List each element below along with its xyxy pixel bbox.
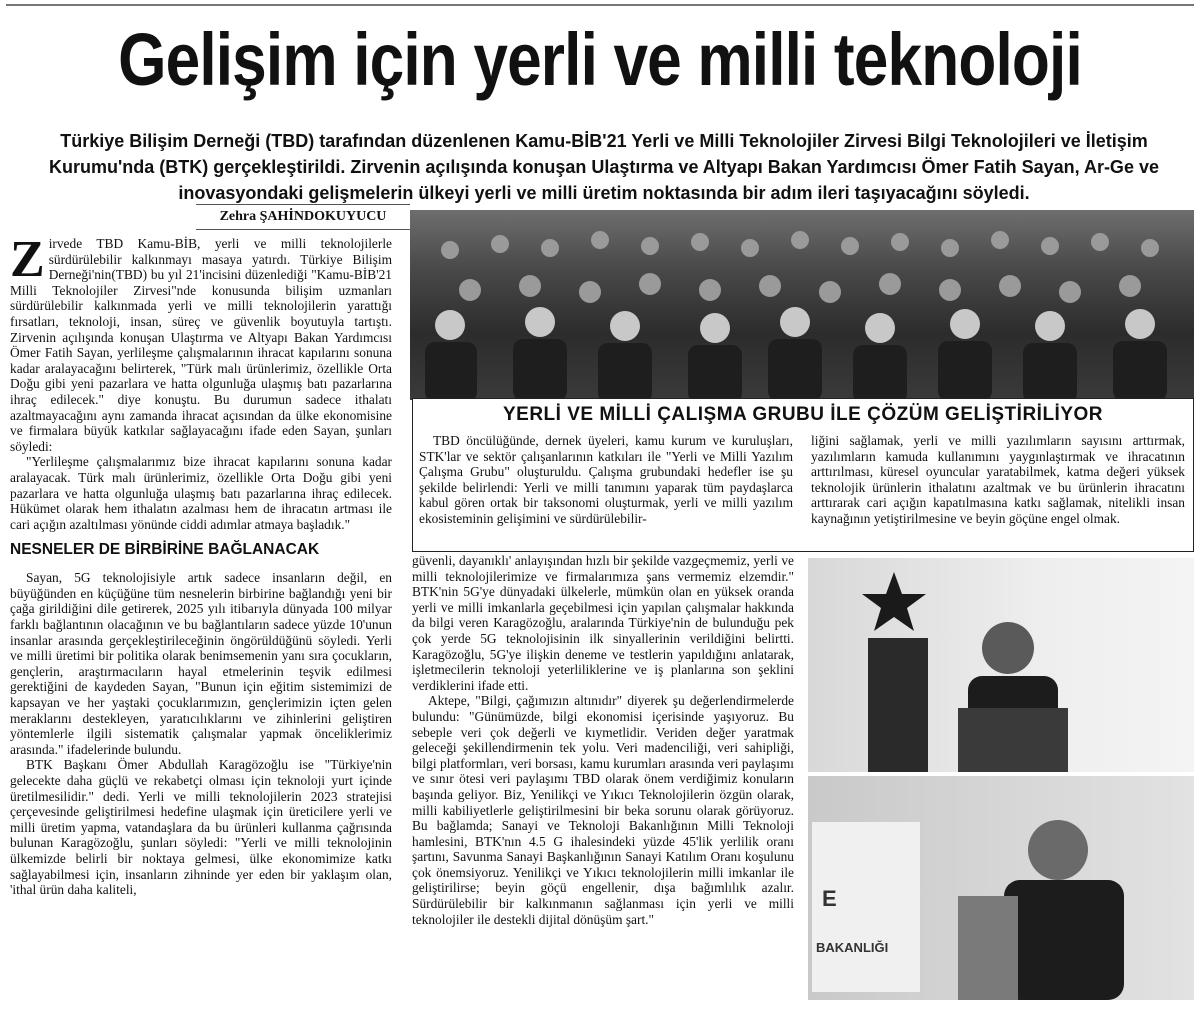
- box-title: YERLİ VE MİLLİ ÇALIŞMA GRUBU İLE ÇÖZÜM GELİŞTİRİLİYOR: [502, 404, 1104, 425]
- paragraph-aktepe: Aktepe, "Bilgi, çağımızın altınıdır" diyerek şu değerlendirmelerde bulundu: "Günümüzde, bilgi ekonomisi içerisinde yaşıyoruz. Bu sebeple veri çok değerli ve kıymetlidir. Veriden değer yaratmak geleceği şekillendirmenin tek yolu. Veri madenciliği, veri sahipliği, bilgi platformları, veri borsası, kamu kurumları arasında veri paylaşımı ve sınır ötesi veri paylaşımı TBD olarak önem verdiğimiz konuların başında geliyor. Biz, Yenilikçi ve Yıkıcı Teknolojilerin özgün olarak, milli kabiliyetlerle geliştirilmesini bir beka sorunu olarak görüyoruz. Bu bağlamda; Sanayi ve Teknoloji Bakanlığının Milli Teknoloji hamlesini, BTK'nın 4.5 G ihalesindeki yüzde 45'lik yerlilik oranı şartını, Savunma Sanayi Başkanlığının Sanayi Katılım Oranı koşulunu çok önemsiyoruz. Yenilikçi ve Yıkıcı teknolojilerin milli imkanlar ile geliştirilirse; beyin göçü engellenir, dışa bağımlılık azalır. Sürdürülebilir bir kalkınmanın sağlanması için yerli ve milli teknolojiler ile destekli dijital dönüşüm şart.": [412, 693, 794, 927]
- box-right-text: liğini sağlamak, yerli ve milli yazılımların sayısını arttırmak, yazılımların kamuda kullanımını yaygınlaştırmak ve ihracatının arttırılması, küresel oyuncular yaratabilmek, katma değeri yüksek teknolojik ürünlerin ithalatını azaltmak ve bu ürünlerin ihracatını arttırarak cari açığın kapatılmasına katkı sağlamak, nitelikli insan kaynağının yetiştirilmesine ve beyin göçüne engel olmak.: [811, 433, 1185, 526]
- podium-text: BAKANLIĞI: [816, 940, 889, 955]
- speaker-1-illustration: [808, 558, 1194, 772]
- column-2: [412, 553, 794, 927]
- lead-paragraph: Zirvede TBD Kamu-BİB, yerli ve milli teknolojilerle sürdürülebilir kalkınmayı masaya yatırdı. Türkiye Bilişim Derneği'nin(TBD) bu yıl 21'incisini düzenlediği "Kamu-BİB'21 Milli Teknolojiler Zirvesi"nde konusunda bilişim uzmanları sürdürülebilir kalkınmada yerli ve milli teknolojilerin yarattığı fırsatları, teknoloji, insan, süreç ve güvenlik boyutuyla tartıştı. Zirvenin açılışında konuşan Ulaştırma ve Altyapı Bakan Yardımcısı Ömer Fatih Sayan, yerlileşme çalışmalarının ihracat kapılarını sonuna kadar aralayacağını belirterek, "Türk malı ürünlerimiz, özellikle Orta Doğu gibi yeni pazarlara ve hatta olgunluğa ulaşmış batı pazarlarına ihraç edilecek." diye konuştu. Bu durumun sadece ithalatı azaltmayacağını aynı zamanda ihracat açısından da ülke ekonomisine ve firmalara büyük katkılar sağlayacağını ifade eden Sayan, şunları söyledi:: [10, 231, 392, 454]
- audience-illustration: [410, 210, 1194, 400]
- deck: Türkiye Bilişim Derneği (TBD) tarafından düzenlenen Kamu-BİB'21 Yerli ve Milli Teknolojiler Zirvesi Bilgi Teknolojileri ve İletişim Kurumu'nda (BTK) gerçekleştirildi. Zirvenin açılışında konuşan Ulaştırma ve Altyapı Bakan Yardımcısı Ömer Fatih Sayan, Ar-Ge ve inovasyondaki gelişmelerin ülkeyi yerli ve milli üretim noktasında bir adım ileri taşıyacağını söyledi.: [49, 131, 1159, 203]
- subhead: NESNELER DE BİRBİRİNE BAĞLANACAK: [10, 541, 320, 559]
- quote-paragraph: "Yerlileşme çalışmalarımız bize ihracat kapılarını sonuna kadar aralayacak. Türk malı ürünlerimiz, özellikle Orta Doğu gibi yeni pazarlara ve hatta olgunluğa ulaşmış batı pazarlarına ihraç edilecek. Hükümet olarak hem ithalatın azalması hem de ihracatın artması ile cari açığın azaltılması yönünde ciddi adımlar atmaya başladık.": [10, 454, 392, 532]
- headline: Gelişim için yerli ve milli teknoloji: [118, 18, 1082, 101]
- speaker-photo-2: [808, 776, 1194, 1000]
- paragraph-5g-btk: güvenli, dayanıklı' anlayışından hızlı bir şekilde vazgeçmemiz, yerli ve milli teknolojilerimize ve firmalarımıza şans vermemiz elzemdir." BTK'nin 5G'ye dünyadaki ülkelerle, mümkün olan en yüksek oranda yerli ve milli imkanlarla geçebilmesi için yapılan çalışmalar hakkında da bilgi veren Karagözoğlu, aralarında Türkiye'nin de bulunduğu pek çok yerde 5G teknolojisinin ilk sinyallerinin verildiğini belirtti. Karagözoğlu, 5G'ye ilişkin deneme ve testlerin yapıldığını anlatarak, işletmecilerin teknoloji yeterliliklerine ve iş planlarına son şeklini verdiklerini ifade etti.: [412, 553, 794, 693]
- box-left-text: TBD öncülüğünde, dernek üyeleri, kamu kurum ve kuruluşları, STK'lar ve sektör çalışanlarının katkıları ile "Yerli ve Milli Yazılım Çalışma Grubu" oluşturuldu. Çalışma grubundaki hedefler ise şu şekilde belirlendi: Yerli ve milli tanımını yaparak tüm paydaşlarca kabul gören ortak bir taksonomi oluşturmak, yerli ve milli yazılım ekosisteminin gelişimini ve sürdürülebilir-: [419, 433, 793, 526]
- column-1: [10, 231, 392, 898]
- podium-letter: E: [822, 886, 837, 911]
- speaker-photo-1: [808, 558, 1194, 772]
- group-photo: [410, 210, 1194, 400]
- paragraph-karagozoglu: BTK Başkanı Ömer Abdullah Karagözoğlu ise "Türkiye'nin gelecekte daha güçlü ve rekabetçi olması için teknoloji yurt içinde üretilmesilidir." dedi. Yerli ve milli teknolojilerin 2023 stratejisi çerçevesinde geliştirilmesi hedefine ulaşmak için üreticilere yerli ve milli üretim yapma, vatandaşlara da bu ürünleri kullanma çağrısında bulunan Karagözoğlu, şunları söyledi: "Yerli ve milli teknolojinin ülkemizde belirli bir noktaya gelmesi, ülke ekonomimize katkı sağlayabilmesi için, insanların zihninde yer eden bir yaklaşım olan, 'ithal ürün daha kaliteli,: [10, 757, 392, 898]
- dropcap: Z: [10, 231, 45, 288]
- top-rule: [6, 4, 1194, 6]
- paragraph-5g: Sayan, 5G teknolojisiyle artık sadece insanların değil, en büyüğünden en küçüğüne tüm nesnelerin birbirine bağlandığı yeni bir çağa girildiğini dile getirerek, 2025 yılı itibarıyla dünyada 100 milyar farklı bağlantının olacağının ve bu bağlantıların sadece yüzde 10'unun insanlar arasında gerçekleştirileceğinin öngörüldüğünü söyledi. Yerli ve milli üretimi bir politika olarak benimsemenin yanı sıra çocukların, gençlerin, araştırmacıların hayal etmelerinin teşvik edilmesi gerektiğini de kaydeden Sayan, "Bunun için eğitim sistemimizi de kapsayan ve her yaştaki çocuklarımızın, gençlerimizin içten gelen meraklarını destekleyen, yaratıcılıklarını ve zihinlerini geliştiren yöntemlerle ilgili sistematik çalışmalar yapmak önceliklerimiz arasında." ifadelerinde bulundu.: [10, 570, 392, 757]
- byline: Zehra ŞAHİNDOKUYUCU: [196, 204, 410, 230]
- sidebar-box: [412, 398, 1194, 552]
- speaker-2-illustration: [808, 776, 1194, 1000]
